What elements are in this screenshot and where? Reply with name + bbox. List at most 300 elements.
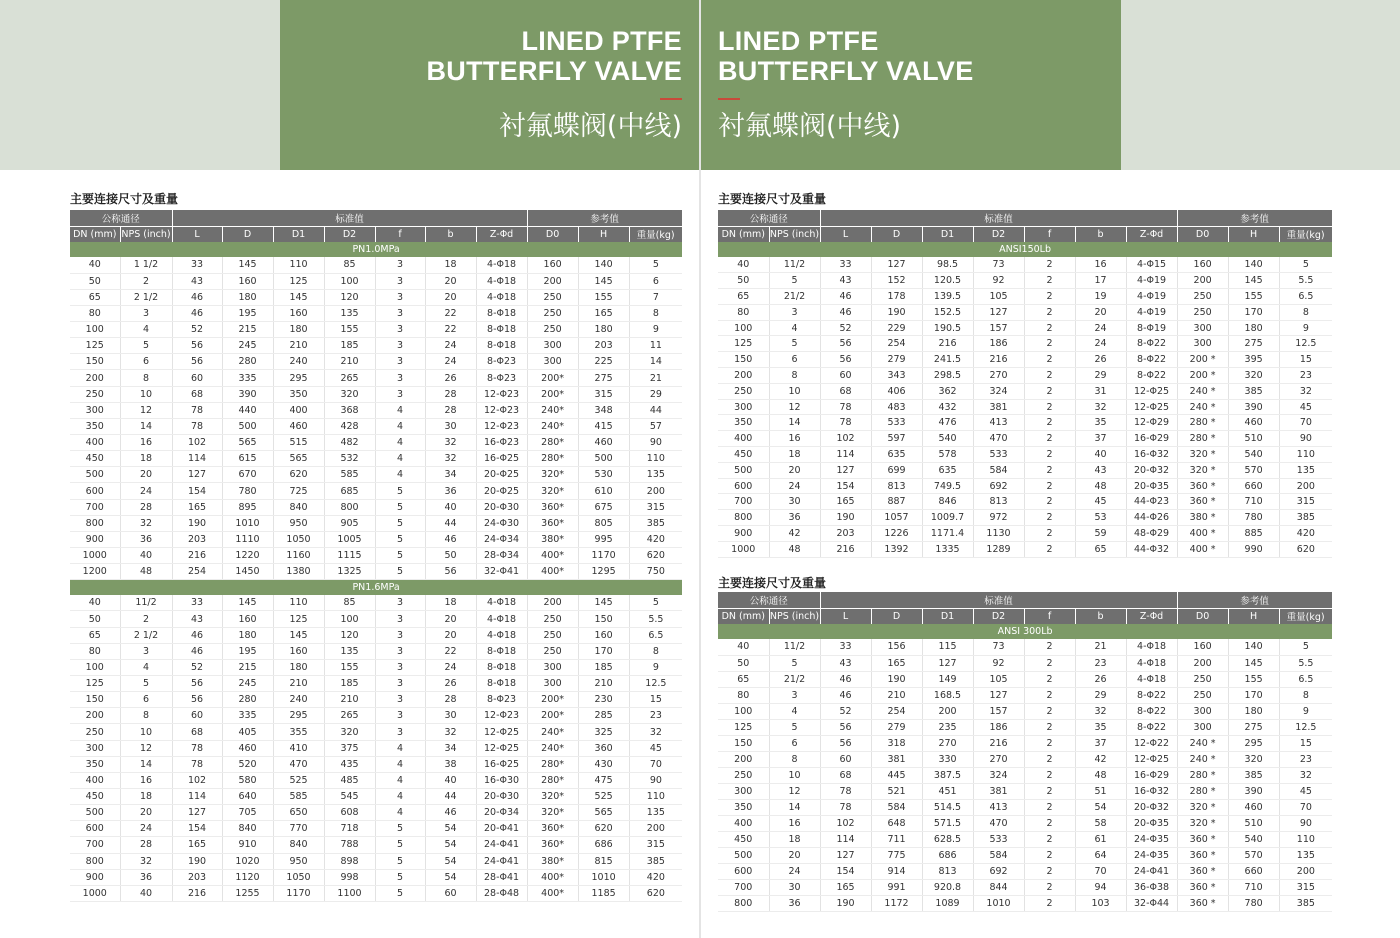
- table-cell: 5: [375, 564, 425, 580]
- table-cell: 500: [578, 451, 629, 467]
- table-cell: 33: [172, 595, 222, 611]
- table-cell: 12-Φ25: [476, 724, 527, 740]
- table-cell: 570: [1228, 462, 1279, 478]
- table-cell: 295: [273, 370, 324, 386]
- table-cell: 135: [1279, 848, 1332, 864]
- table-cell: 8: [1279, 304, 1332, 320]
- table-cell: 1057: [871, 510, 922, 526]
- header-column-cell: DN (mm): [70, 226, 120, 242]
- table-cell: 4-Φ18: [1126, 655, 1177, 671]
- table-cell: 140: [578, 257, 629, 273]
- table-cell: 510: [1228, 431, 1279, 447]
- table-cell: 46: [425, 805, 476, 821]
- table-cell: 887: [871, 494, 922, 510]
- table-cell: 405: [222, 724, 273, 740]
- table-row: [718, 896, 1332, 912]
- header-column-cell: 重量(kg): [1279, 226, 1332, 242]
- table-row: [70, 257, 682, 273]
- table-cell: 186: [973, 719, 1024, 735]
- table-cell: 610: [578, 483, 629, 499]
- table-cell: 300: [1177, 336, 1228, 352]
- table-cell: 250: [527, 289, 578, 305]
- section-band-label: PN1.0MPa: [70, 242, 682, 257]
- table-cell: 78: [820, 399, 871, 415]
- table-cell: 90: [1279, 816, 1332, 832]
- table-cell: 5: [120, 338, 172, 354]
- table-cell: 24: [769, 864, 820, 880]
- table-cell: 584: [973, 462, 1024, 478]
- table-cell: 300: [1177, 703, 1228, 719]
- table-row: [70, 531, 682, 547]
- table-cell: 8-Φ18: [476, 659, 527, 675]
- table-cell: 50: [70, 273, 120, 289]
- table-cell: 241.5: [922, 352, 973, 368]
- table-cell: 700: [718, 494, 769, 510]
- table-cell: 435: [324, 756, 375, 772]
- table-cell: 1005: [324, 531, 375, 547]
- table-cell: 64: [1075, 848, 1126, 864]
- table-cell: 275: [578, 370, 629, 386]
- table-cell: 100: [324, 611, 375, 627]
- table-cell: 580: [222, 772, 273, 788]
- table-cell: 127: [172, 467, 222, 483]
- table-cell: 460: [1228, 415, 1279, 431]
- table-cell: 4-Φ18: [1126, 671, 1177, 687]
- table-cell: 525: [273, 772, 324, 788]
- table-row: [718, 719, 1332, 735]
- table-cell: 900: [718, 526, 769, 542]
- table-cell: 20-Φ35: [1126, 816, 1177, 832]
- table-cell: 400*: [527, 885, 578, 901]
- table-cell: 450: [70, 451, 120, 467]
- table-cell: 5: [375, 515, 425, 531]
- table-cell: 56: [425, 564, 476, 580]
- table-cell: 620: [273, 467, 324, 483]
- table-cell: 400: [70, 435, 120, 451]
- table-cell: 102: [820, 431, 871, 447]
- table-cell: 4: [375, 435, 425, 451]
- table-cell: 315: [1279, 494, 1332, 510]
- table-cell: 65: [70, 289, 120, 305]
- table-cell: 200: [718, 751, 769, 767]
- table-cell: 5: [375, 837, 425, 853]
- table-cell: 280*: [527, 451, 578, 467]
- table-cell: 648: [871, 816, 922, 832]
- table-cell: 103: [1075, 896, 1126, 912]
- table-cell: 178: [871, 289, 922, 305]
- table-cell: 145: [222, 595, 273, 611]
- table-cell: 335: [222, 708, 273, 724]
- table-cell: 1009.7: [922, 510, 973, 526]
- table-cell: 127: [973, 304, 1024, 320]
- table-cell: 350: [70, 756, 120, 772]
- table-cell: 203: [578, 338, 629, 354]
- table-cell: 30: [769, 880, 820, 896]
- table-cell: 24-Φ41: [476, 837, 527, 853]
- table-cell: 135: [324, 643, 375, 659]
- table-row: [70, 627, 682, 643]
- table-cell: 11/2: [769, 257, 820, 273]
- section-data: [70, 595, 682, 902]
- table-cell: 100: [324, 273, 375, 289]
- table-cell: 749.5: [922, 478, 973, 494]
- table-cell: 900: [70, 869, 120, 885]
- table-cell: 445: [871, 767, 922, 783]
- table-cell: 2: [1024, 880, 1075, 896]
- table-cell: 210: [578, 676, 629, 692]
- table-cell: 320 *: [1177, 799, 1228, 815]
- table-cell: 1220: [222, 548, 273, 564]
- table-cell: 620: [629, 885, 682, 901]
- spec-table-ansi150: [718, 210, 1333, 558]
- table-cell: 20-Φ25: [476, 483, 527, 499]
- table-cell: 2: [1024, 399, 1075, 415]
- table-row: [70, 564, 682, 580]
- table-cell: 675: [578, 499, 629, 515]
- table-cell: 2: [1024, 494, 1075, 510]
- table-cell: 400: [70, 772, 120, 788]
- table-cell: 320: [324, 386, 375, 402]
- table-cell: 2: [1024, 541, 1075, 557]
- table-cell: 32: [1279, 383, 1332, 399]
- table-cell: 360 *: [1177, 832, 1228, 848]
- table-cell: 5: [769, 719, 820, 735]
- table-cell: 20: [425, 627, 476, 643]
- table-cell: 58: [1075, 816, 1126, 832]
- table-cell: 24-Φ35: [1126, 848, 1177, 864]
- table-cell: 2: [1024, 896, 1075, 912]
- table-cell: 250: [527, 611, 578, 627]
- table-cell: 40: [120, 548, 172, 564]
- table-cell: 78: [172, 756, 222, 772]
- table-cell: 530: [578, 467, 629, 483]
- header-group-cell: 参考值: [1177, 210, 1332, 226]
- table-cell: 3: [375, 724, 425, 740]
- table-row: [70, 724, 682, 740]
- table-cell: 50: [425, 548, 476, 564]
- table-cell: 80: [70, 643, 120, 659]
- table-cell: 788: [324, 837, 375, 853]
- table-cell: 972: [973, 510, 1024, 526]
- table-cell: 200: [1279, 864, 1332, 880]
- header-column-row: [70, 226, 682, 242]
- table-cell: 92: [973, 273, 1024, 289]
- table-cell: 20: [425, 611, 476, 627]
- table-cell: 11/2: [120, 595, 172, 611]
- table-cell: 18: [769, 447, 820, 463]
- table-cell: 180: [273, 322, 324, 338]
- table-cell: 5: [375, 869, 425, 885]
- table-cell: 28-Φ48: [476, 885, 527, 901]
- table-cell: 406: [871, 383, 922, 399]
- table-cell: 190: [172, 853, 222, 869]
- table-cell: 280*: [527, 772, 578, 788]
- table-cell: 285: [578, 708, 629, 724]
- table-cell: 540: [922, 431, 973, 447]
- table-cell: 210: [273, 676, 324, 692]
- table-cell: 8-Φ18: [476, 643, 527, 659]
- table-cell: 110: [1279, 447, 1332, 463]
- table-cell: 1170: [578, 548, 629, 564]
- table-cell: 380*: [527, 531, 578, 547]
- table-cell: 155: [1228, 671, 1279, 687]
- table-cell: 24: [1075, 320, 1126, 336]
- header-column-cell: D: [871, 608, 922, 624]
- table-cell: 533: [973, 447, 1024, 463]
- table-cell: 910: [222, 837, 273, 853]
- section-data: [718, 639, 1332, 912]
- table-cell: 390: [222, 386, 273, 402]
- table-row: [718, 494, 1332, 510]
- table-cell: 279: [871, 352, 922, 368]
- table-cell: 125: [70, 338, 120, 354]
- table-cell: 5: [375, 548, 425, 564]
- table-row: [718, 783, 1332, 799]
- table-cell: 300: [1177, 320, 1228, 336]
- table-cell: 1170: [273, 885, 324, 901]
- table-cell: 195: [222, 643, 273, 659]
- header-column-cell: Z-Φd: [1126, 226, 1177, 242]
- table-cell: 34: [425, 467, 476, 483]
- table-cell: 28-Φ34: [476, 548, 527, 564]
- table-cell: 210: [324, 354, 375, 370]
- table-cell: 2: [1024, 478, 1075, 494]
- table-cell: 565: [578, 805, 629, 821]
- table-cell: 670: [222, 467, 273, 483]
- table-cell: 1 1/2: [120, 257, 172, 273]
- table-cell: 699: [871, 462, 922, 478]
- table-row: [718, 273, 1332, 289]
- table-cell: 42: [769, 526, 820, 542]
- table-cell: 200 *: [1177, 368, 1228, 384]
- table-cell: 413: [973, 415, 1024, 431]
- table-cell: 14: [769, 799, 820, 815]
- table-cell: 470: [973, 816, 1024, 832]
- spec-table-left: [70, 210, 683, 902]
- table-cell: 16-Φ25: [476, 756, 527, 772]
- table-cell: 127: [871, 257, 922, 273]
- table-cell: 54: [1075, 799, 1126, 815]
- table-cell: 640: [222, 789, 273, 805]
- table-cell: 1255: [222, 885, 273, 901]
- table-cell: 44: [425, 515, 476, 531]
- table-cell: 920.8: [922, 880, 973, 896]
- table-cell: 203: [172, 869, 222, 885]
- table-cell: 1050: [273, 869, 324, 885]
- header-column-cell: D1: [273, 226, 324, 242]
- table-cell: 200: [1279, 478, 1332, 494]
- table-cell: 12-Φ25: [1126, 751, 1177, 767]
- table-cell: 15: [629, 692, 682, 708]
- table-cell: 43: [172, 611, 222, 627]
- table-cell: 800: [70, 515, 120, 531]
- table-row: [718, 864, 1332, 880]
- table-cell: 68: [172, 386, 222, 402]
- table-cell: 585: [324, 467, 375, 483]
- table-cell: 46: [425, 531, 476, 547]
- table-row: [70, 402, 682, 418]
- table-cell: 45: [1075, 494, 1126, 510]
- table-cell: 200*: [527, 708, 578, 724]
- table-cell: 5: [629, 257, 682, 273]
- table-cell: 2: [1024, 703, 1075, 719]
- table-cell: 4: [120, 659, 172, 675]
- header-column-cell: b: [1075, 226, 1126, 242]
- table-header: [718, 592, 1332, 624]
- table-cell: 240 *: [1177, 735, 1228, 751]
- table-cell: 324: [973, 383, 1024, 399]
- header-column-cell: L: [820, 608, 871, 624]
- table-cell: 28: [425, 402, 476, 418]
- table-cell: 385: [1228, 383, 1279, 399]
- table-cell: 280 *: [1177, 783, 1228, 799]
- table-cell: 152: [871, 273, 922, 289]
- table-cell: 20-Φ32: [1126, 799, 1177, 815]
- table-cell: 521: [871, 783, 922, 799]
- table-cell: 950: [273, 853, 324, 869]
- table-row: [718, 526, 1332, 542]
- table-row: [718, 383, 1332, 399]
- table-cell: 450: [718, 832, 769, 848]
- table-cell: 165: [820, 880, 871, 896]
- table-cell: 428: [324, 418, 375, 434]
- section-band-label: ANSI 300Lb: [718, 624, 1332, 639]
- table-cell: 8: [769, 368, 820, 384]
- table-cell: 170: [578, 643, 629, 659]
- table-cell: 85: [324, 595, 375, 611]
- table-row: [70, 659, 682, 675]
- table-cell: 3: [375, 692, 425, 708]
- table-cell: 400 *: [1177, 526, 1228, 542]
- table-cell: 80: [70, 305, 120, 321]
- table-cell: 4: [375, 772, 425, 788]
- table-cell: 155: [324, 659, 375, 675]
- table-cell: 6: [120, 692, 172, 708]
- table-cell: 1000: [70, 885, 120, 901]
- table-cell: 32-Φ41: [476, 564, 527, 580]
- table-cell: 44-Φ32: [1126, 541, 1177, 557]
- section-band-row: [70, 242, 682, 257]
- table-cell: 4: [375, 451, 425, 467]
- table-cell: 102: [820, 816, 871, 832]
- title-en-line1: LINED PTFE: [521, 26, 682, 56]
- table-cell: 5: [375, 853, 425, 869]
- table-cell: 200: [527, 595, 578, 611]
- table-cell: 3: [769, 687, 820, 703]
- table-cell: 23: [629, 708, 682, 724]
- table-cell: 360*: [527, 837, 578, 853]
- table-cell: 60: [172, 370, 222, 386]
- table-cell: 254: [871, 336, 922, 352]
- table-cell: 250: [1177, 671, 1228, 687]
- table-cell: 12: [769, 399, 820, 415]
- table-cell: 68: [820, 767, 871, 783]
- table-cell: 216: [973, 352, 1024, 368]
- table-cell: 700: [718, 880, 769, 896]
- table-cell: 5.5: [1279, 655, 1332, 671]
- table-cell: 28: [120, 837, 172, 853]
- table-row: [718, 767, 1332, 783]
- table-cell: 3: [375, 289, 425, 305]
- section-title: 主要连接尺寸及重量: [718, 576, 827, 590]
- table-cell: 34: [425, 740, 476, 756]
- table-cell: 2: [1024, 767, 1075, 783]
- table-cell: 2: [1024, 864, 1075, 880]
- table-cell: 8-Φ22: [1126, 336, 1177, 352]
- header-column-cell: DN (mm): [718, 608, 769, 624]
- table-cell: 250: [527, 627, 578, 643]
- table-row: [70, 289, 682, 305]
- table-cell: 5: [769, 655, 820, 671]
- table-cell: 78: [172, 402, 222, 418]
- table-cell: 240*: [527, 402, 578, 418]
- table-cell: 145: [578, 595, 629, 611]
- table-cell: 3: [375, 659, 425, 675]
- table-cell: 3: [375, 257, 425, 273]
- table-cell: 44: [425, 789, 476, 805]
- table-cell: 70: [1279, 799, 1332, 815]
- table-cell: 600: [70, 483, 120, 499]
- table-cell: 56: [820, 735, 871, 751]
- section-band-row: [718, 242, 1332, 257]
- table-cell: 570: [1228, 848, 1279, 864]
- table-row: [70, 708, 682, 724]
- table-cell: 70: [629, 756, 682, 772]
- table-cell: 180: [222, 627, 273, 643]
- table-cell: 846: [922, 494, 973, 510]
- table-cell: 615: [222, 451, 273, 467]
- table-cell: 240: [273, 354, 324, 370]
- table-cell: 500: [222, 418, 273, 434]
- table-cell: 8: [629, 305, 682, 321]
- table-cell: 2: [1024, 462, 1075, 478]
- table-cell: 44: [629, 402, 682, 418]
- table-cell: 200: [70, 708, 120, 724]
- table-cell: 995: [578, 531, 629, 547]
- table-cell: 23: [1075, 655, 1126, 671]
- table-cell: 800: [324, 499, 375, 515]
- table-cell: 390: [1228, 783, 1279, 799]
- table-cell: 154: [820, 864, 871, 880]
- table-header: [70, 210, 682, 242]
- table-row: [70, 692, 682, 708]
- table-cell: 1325: [324, 564, 375, 580]
- table-cell: 156: [871, 639, 922, 655]
- table-cell: 3: [375, 643, 425, 659]
- table-cell: 20: [425, 289, 476, 305]
- table-cell: 320*: [527, 467, 578, 483]
- table-cell: 56: [172, 676, 222, 692]
- table-cell: 10: [769, 767, 820, 783]
- table-cell: 38: [425, 756, 476, 772]
- table-cell: 250: [527, 305, 578, 321]
- table-cell: 540: [1228, 832, 1279, 848]
- table-cell: 160: [527, 257, 578, 273]
- table-cell: 20-Φ35: [1126, 478, 1177, 494]
- table-cell: 21: [1075, 639, 1126, 655]
- table-cell: 16-Φ32: [1126, 447, 1177, 463]
- table-cell: 991: [871, 880, 922, 896]
- header-column-row: [718, 226, 1332, 242]
- header-column-cell: 重量(kg): [1279, 608, 1332, 624]
- table-cell: 16-Φ29: [1126, 767, 1177, 783]
- table-cell: 24: [425, 354, 476, 370]
- table-cell: 92: [973, 655, 1024, 671]
- title-cn: 衬氟蝶阀(中线): [498, 111, 682, 142]
- table-cell: 5: [375, 483, 425, 499]
- table-cell: 1010: [222, 515, 273, 531]
- table-cell: 190: [871, 671, 922, 687]
